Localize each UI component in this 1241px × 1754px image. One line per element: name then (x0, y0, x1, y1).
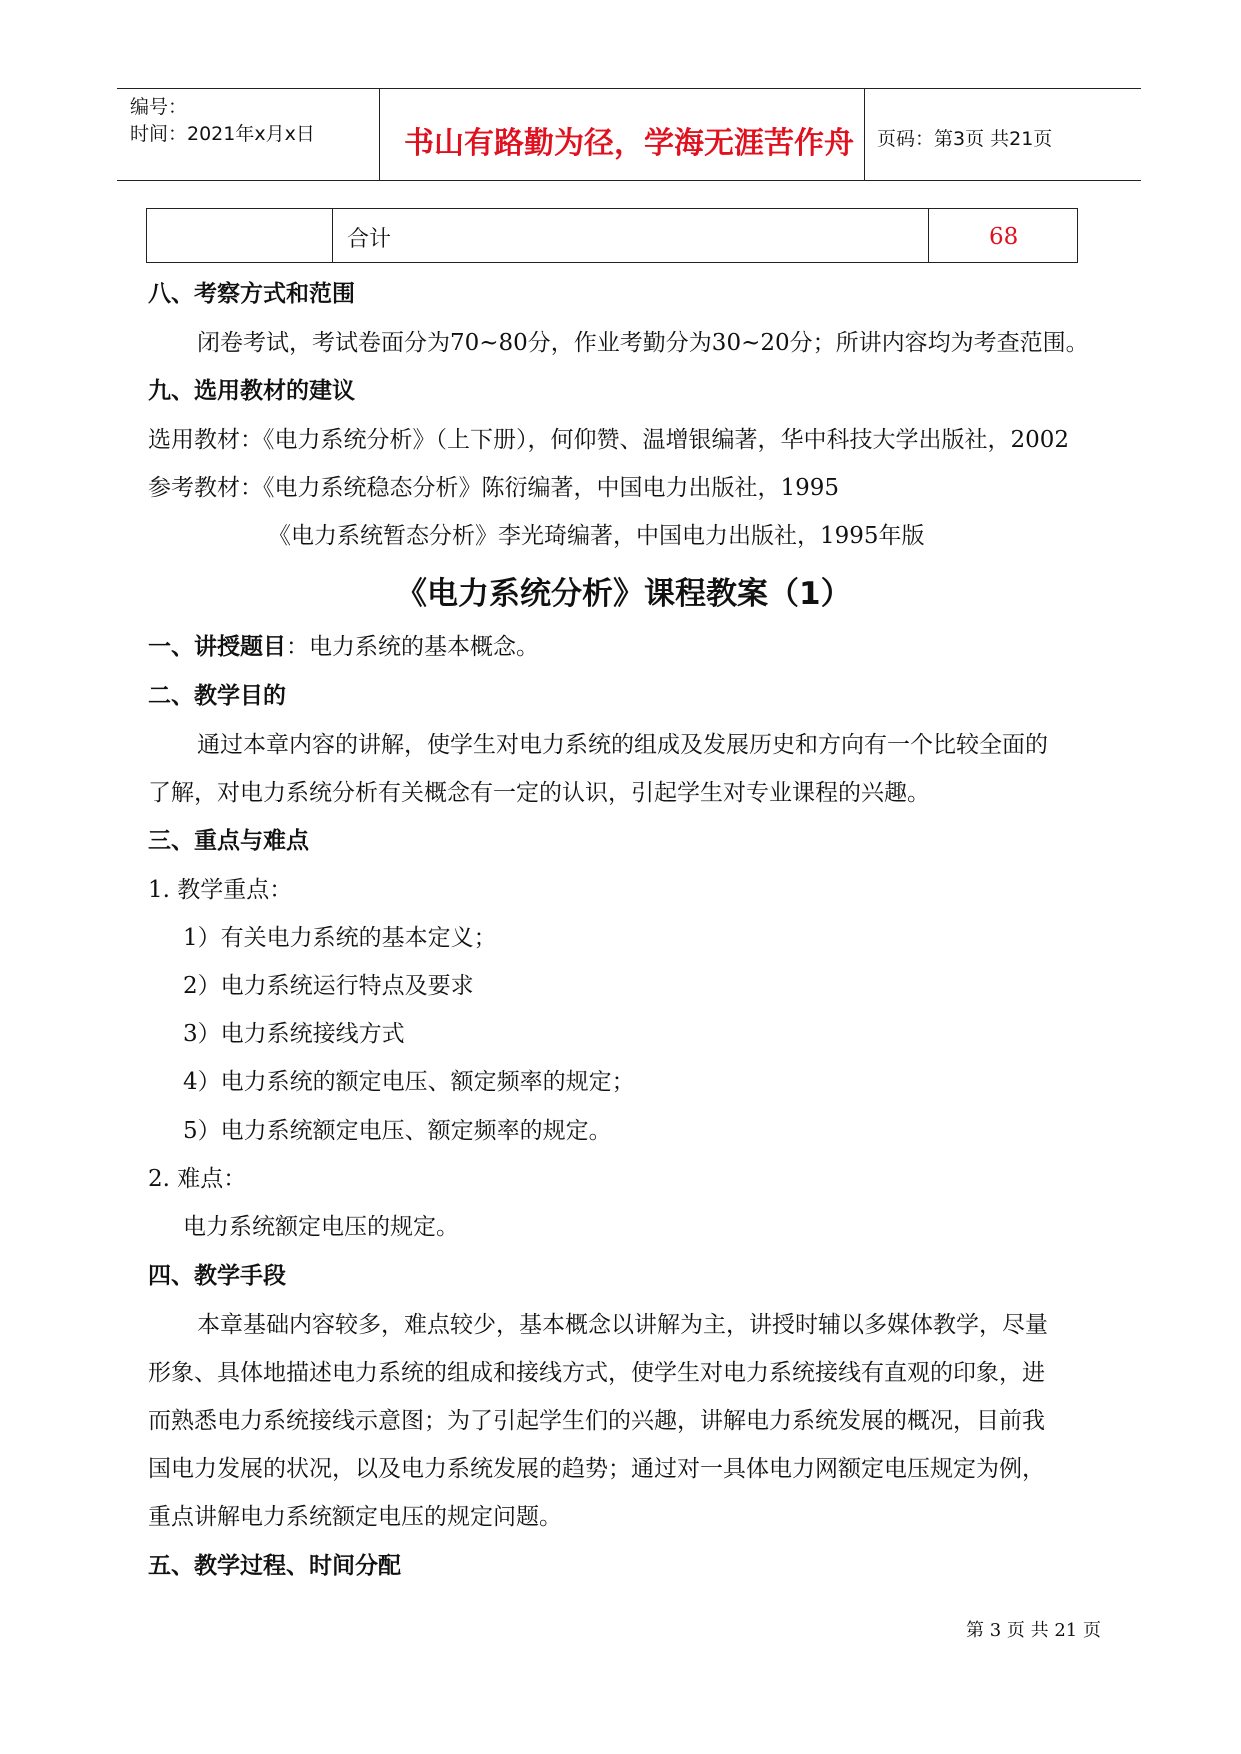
difficulty-text: 电力系统额定电压的规定。 (183, 1214, 459, 1240)
topic-line (148, 628, 539, 661)
total-value: 68 (989, 224, 1019, 250)
section-8-title: 八、考察方式和范围 (148, 281, 355, 307)
textbook-line: 选用教材：《电力系统分析》（上下册），何仰赞、温增银编著，华中科技大学出版社，2002 (148, 427, 1070, 453)
key-point-item: 2）电力系统运行特点及要求 (183, 973, 474, 999)
header-divider-left (379, 88, 380, 181)
table-col-border-3 (928, 208, 929, 263)
section-9-title: 九、选用教材的建议 (148, 378, 355, 404)
goal-title: 二、教学目的 (148, 683, 286, 709)
means-line: 本章基础内容较多，难点较少，基本概念以讲解为主，讲授时辅以多媒体教学，尽量 (197, 1312, 1048, 1338)
reference-line-2: 《电力系统暂态分析》李光琦编著，中国电力出版社，1995年版 (268, 523, 925, 549)
table-col-border-4 (1077, 208, 1078, 263)
key-point-item: 3）电力系统接线方式 (183, 1021, 405, 1047)
footer-page-number: 第 3 页 共 21 页 (966, 1620, 1101, 1641)
means-line: 而熟悉电力系统接线示意图；为了引起学生们的兴趣，讲解电力系统发展的概况，目前我 (148, 1408, 1045, 1434)
key-point-item: 1）有关电力系统的基本定义； (183, 925, 497, 951)
key-point-item: 4）电力系统的额定电压、额定频率的规定； (183, 1069, 635, 1095)
process-title: 五、教学过程、时间分配 (148, 1553, 401, 1579)
table-col-border-2 (332, 208, 333, 263)
goal-line-1: 通过本章内容的讲解，使学生对电力系统的组成及发展历史和方向有一个比较全面的 (197, 732, 1048, 758)
means-line: 形象、具体地描述电力系统的组成和接线方式，使学生对电力系统接线有直观的印象，进 (148, 1360, 1045, 1386)
difficulty-label: 2. 难点： (148, 1166, 247, 1192)
key-point-item: 5）电力系统额定电压、额定频率的规定。 (183, 1118, 612, 1144)
table-top-border (146, 208, 1078, 209)
section-8-text: 闭卷考试，考试卷面分为70~80分，作业考勤分为30~20分；所讲内容均为考查范围。 (197, 330, 1089, 356)
header-top-border (117, 88, 1141, 89)
table-bottom-border (146, 262, 1078, 263)
total-label: 合计 (347, 227, 392, 252)
lesson-title: 《电力系统分析》课程教案（1） (396, 576, 852, 612)
means-line: 重点讲解电力系统额定电压的规定问题。 (148, 1504, 562, 1530)
reference-line-1: 参考教材：《电力系统稳态分析》陈衍编著，中国电力出版社，1995 (148, 475, 840, 501)
document-number-label: 编号： (130, 96, 188, 118)
header-motto: 书山有路勤为径，学海无涯苦作舟 (404, 126, 854, 161)
means-line: 国电力发展的状况，以及电力系统发展的趋势；通过对一具体电力网额定电压规定为例， (148, 1456, 1045, 1482)
key-point-label: 1. 教学重点： (148, 877, 293, 903)
topic-text: ：电力系统的基本概念。 (286, 634, 539, 660)
header-divider-right (864, 88, 865, 181)
document-time-label: 时间：2021年x月x日 (130, 123, 315, 145)
goal-line-2: 了解，对电力系统分析有关概念有一定的认识，引起学生对专业课程的兴趣。 (148, 780, 930, 806)
table-col-border-1 (146, 208, 147, 263)
means-title: 四、教学手段 (148, 1263, 286, 1289)
header-bottom-border (117, 180, 1141, 181)
key-title: 三、重点与难点 (148, 828, 309, 854)
topic-label: 一、讲授题目 (148, 634, 286, 660)
header-page-label: 页码：第3页 共21页 (877, 128, 1053, 150)
